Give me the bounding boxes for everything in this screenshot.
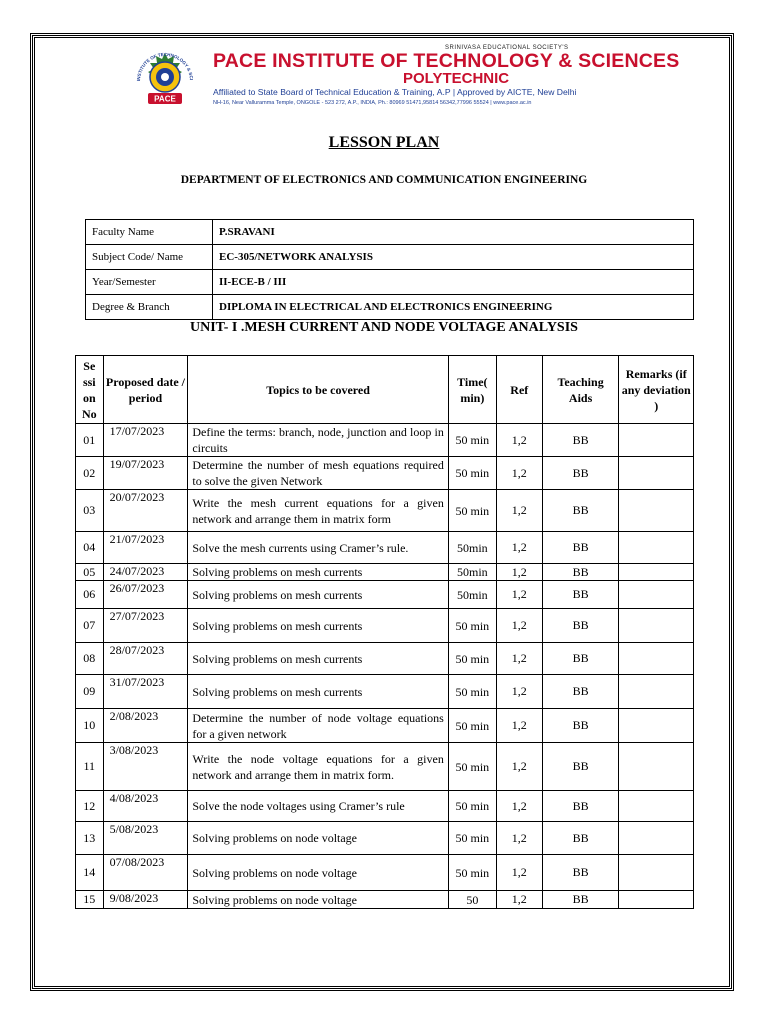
address-line: NH-16, Near Valluramma Temple, ONGOLE - 523 272, A.P., INDIA, Ph.: 80969 51471,95814 56342,77996 55524 | www.pace.ac.in [213,100,532,106]
cell-aids: BB [542,743,619,791]
cell-topic: Solve the mesh currents using Cramer’s rule. [188,532,448,564]
logo-text: PACE [154,94,176,104]
cell-ref: 1,2 [496,424,542,457]
cell-session-no: 04 [76,532,104,564]
cell-time: 50 min [448,643,496,675]
info-row [86,245,694,270]
cell-session-no: 11 [76,743,104,791]
cell-session-no: 10 [76,709,104,743]
cell-time: 50 min [448,609,496,643]
cell-time: 50 min [448,490,496,532]
cell-remarks [619,532,694,564]
cell-ref: 1,2 [496,743,542,791]
cell-session-no: 13 [76,822,104,855]
header-session: Se ssi on No [76,356,104,424]
cell-ref: 1,2 [496,675,542,709]
cell-aids: BB [542,675,619,709]
table-row [76,457,694,490]
cell-remarks [619,424,694,457]
cell-remarks [619,643,694,675]
table-row [76,675,694,709]
cell-remarks [619,822,694,855]
cell-remarks [619,675,694,709]
institute-name: PACE INSTITUTE OF TECHNOLOGY & SCIENCES [213,50,680,72]
cell-session-no: 12 [76,791,104,822]
cell-topic: Solving problems on mesh currents [188,564,448,581]
cell-session-no: 14 [76,855,104,891]
cell-remarks [619,743,694,791]
page-title: LESSON PLAN [328,134,440,151]
cell-remarks [619,581,694,609]
cell-date: 19/07/2023 [103,457,188,490]
faculty-info-table [85,219,694,320]
cell-session-no: 15 [76,891,104,909]
cell-time: 50 min [448,675,496,709]
society-name: SRINIVASA EDUCATIONAL SOCIETY'S [445,45,569,51]
cell-date: 9/08/2023 [103,891,188,909]
info-row [86,220,694,245]
table-row [76,490,694,532]
cell-ref: 1,2 [496,709,542,743]
table-row [76,609,694,643]
cell-date: 28/07/2023 [103,643,188,675]
cell-topic: Determine the number of mesh equations required to solve the given Network [188,457,448,490]
cell-topic: Solving problems on node voltage [188,822,448,855]
cell-time: 50 min [448,709,496,743]
cell-time: 50 min [448,791,496,822]
unit-title: UNIT- I .MESH CURRENT AND NODE VOLTAGE ANALYSIS [190,320,578,335]
department-heading: DEPARTMENT OF ELECTRONICS AND COMMUNICATION ENGINEERING [180,174,588,186]
table-row [76,581,694,609]
header-ref: Ref [496,356,542,424]
cell-date: 26/07/2023 [103,581,188,609]
cell-date: 21/07/2023 [103,532,188,564]
info-label: Subject Code/ Name [86,245,213,270]
cell-ref: 1,2 [496,457,542,490]
info-row [86,270,694,295]
cell-date: 5/08/2023 [103,822,188,855]
table-row [76,822,694,855]
cell-ref: 1,2 [496,791,542,822]
cell-aids: BB [542,709,619,743]
header-date: Proposed date / period [103,356,188,424]
cell-remarks [619,709,694,743]
cell-remarks [619,457,694,490]
info-value: P.SRAVANI [213,220,694,245]
cell-session-no: 03 [76,490,104,532]
cell-session-no: 06 [76,581,104,609]
header-aids: Teaching Aids [542,356,619,424]
cell-aids: BB [542,643,619,675]
cell-topic: Solving problems on node voltage [188,891,448,909]
cell-topic: Write the mesh current equations for a given network and arrange them in matrix form [188,490,448,532]
institute-subtitle: POLYTECHNIC [403,70,510,87]
cell-session-no: 05 [76,564,104,581]
table-row [76,532,694,564]
cell-date: 3/08/2023 [103,743,188,791]
cell-aids: BB [542,609,619,643]
cell-session-no: 07 [76,609,104,643]
cell-date: 24/07/2023 [103,564,188,581]
cell-topic: Solving problems on mesh currents [188,675,448,709]
info-label: Year/Semester [86,270,213,295]
cell-aids: BB [542,791,619,822]
cell-remarks [619,855,694,891]
cell-aids: BB [542,855,619,891]
cell-topic: Solving problems on mesh currents [188,581,448,609]
cell-time: 50 min [448,457,496,490]
cell-time: 50 min [448,855,496,891]
table-row [76,643,694,675]
cell-remarks [619,564,694,581]
cell-ref: 1,2 [496,609,542,643]
cell-topic: Solving problems on node voltage [188,855,448,891]
info-row [86,295,694,320]
cell-topic: Write the node voltage equations for a given network and arrange them in matrix form. [188,743,448,791]
cell-session-no: 09 [76,675,104,709]
cell-session-no: 01 [76,424,104,457]
cell-time: 50 [448,891,496,909]
cell-topic: Solving problems on mesh currents [188,609,448,643]
header-remarks: Remarks (if any deviation ) [619,356,694,424]
cell-aids: BB [542,490,619,532]
cell-topic: Solving problems on mesh currents [188,643,448,675]
cell-ref: 1,2 [496,822,542,855]
cell-ref: 1,2 [496,490,542,532]
cell-date: 2/08/2023 [103,709,188,743]
cell-topic: Define the terms: branch, node, junction and loop in circuits [188,424,448,457]
table-row [76,855,694,891]
cell-ref: 1,2 [496,564,542,581]
lesson-plan-table [75,355,694,909]
cell-time: 50 min [448,424,496,457]
info-label: Faculty Name [86,220,213,245]
affiliation-line: Affiliated to State Board of Technical Education & Training, A.P | Approved by AICTE, New Delhi [213,87,577,97]
info-value: DIPLOMA IN ELECTRICAL AND ELECTRONICS ENGINEERING [213,295,694,320]
letterhead [120,45,680,115]
cell-ref: 1,2 [496,891,542,909]
cell-date: 4/08/2023 [103,791,188,822]
cell-date: 17/07/2023 [103,424,188,457]
table-row [76,743,694,791]
table-row [76,791,694,822]
cell-time: 50min [448,532,496,564]
info-value: II-ECE-B / III [213,270,694,295]
table-row [76,564,694,581]
cell-topic: Determine the number of node voltage equations for a given network [188,709,448,743]
institute-logo [124,47,206,107]
cell-remarks [619,791,694,822]
cell-time: 50 min [448,743,496,791]
cell-ref: 1,2 [496,581,542,609]
cell-ref: 1,2 [496,855,542,891]
cell-ref: 1,2 [496,532,542,564]
table-header-row [76,356,694,424]
cell-date: 20/07/2023 [103,490,188,532]
header-time: Time( min) [448,356,496,424]
cell-date: 27/07/2023 [103,609,188,643]
cell-time: 50min [448,564,496,581]
table-row [76,891,694,909]
cell-remarks [619,891,694,909]
cell-ref: 1,2 [496,643,542,675]
cell-aids: BB [542,457,619,490]
table-row [76,709,694,743]
cell-remarks [619,609,694,643]
cell-aids: BB [542,424,619,457]
cell-topic: Solve the node voltages using Cramer’s rule [188,791,448,822]
cell-remarks [619,490,694,532]
info-label: Degree & Branch [86,295,213,320]
info-value: EC-305/NETWORK ANALYSIS [213,245,694,270]
table-row [76,424,694,457]
cell-date: 31/07/2023 [103,675,188,709]
header-topics: Topics to be covered [188,356,448,424]
cell-time: 50 min [448,822,496,855]
cell-session-no: 08 [76,643,104,675]
cell-aids: BB [542,532,619,564]
svg-text:INSTITUTE OF TECHNOLOGY & SCIE: INSTITUTE OF TECHNOLOGY & SCI [135,51,194,82]
cell-aids: BB [542,822,619,855]
cell-aids: BB [542,891,619,909]
cell-time: 50min [448,581,496,609]
cell-session-no: 02 [76,457,104,490]
cell-date: 07/08/2023 [103,855,188,891]
cell-aids: BB [542,581,619,609]
cell-aids: BB [542,564,619,581]
